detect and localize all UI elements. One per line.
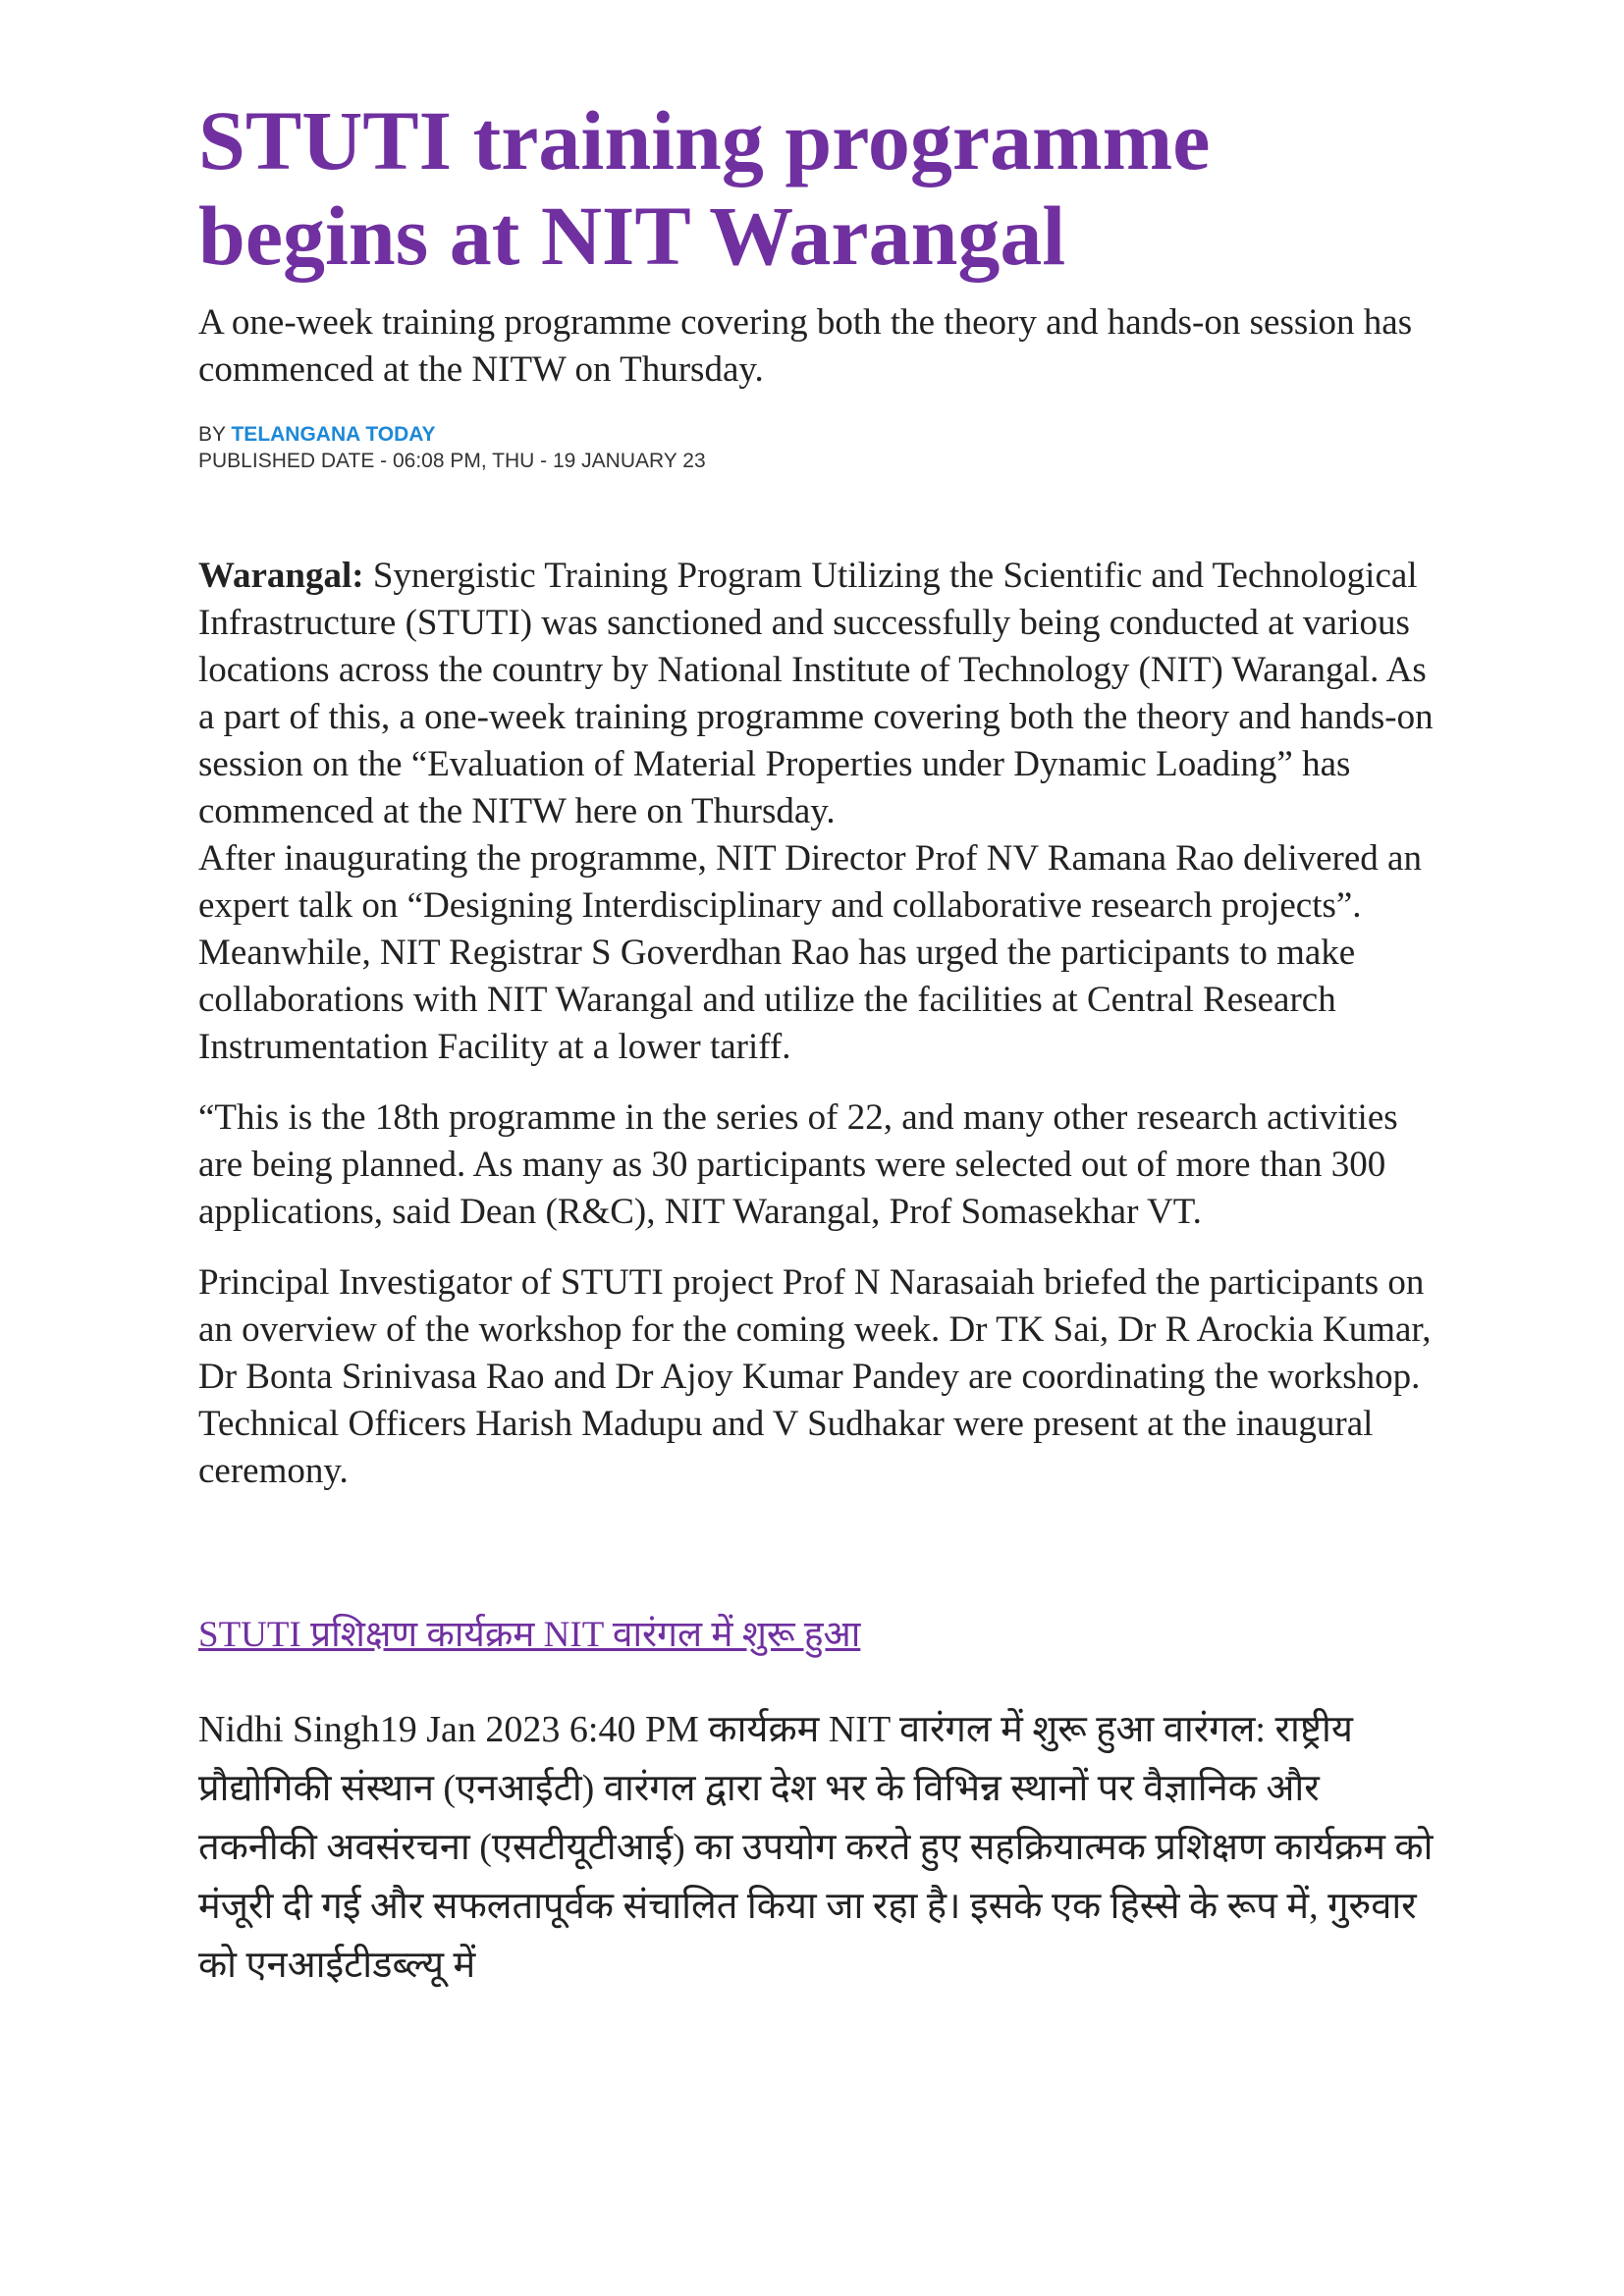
article-body (198, 553, 1445, 1495)
author-link[interactable]: TELANGANA TODAY (231, 423, 436, 446)
dateline: Warangal: (198, 556, 364, 596)
article-page (198, 93, 1445, 1995)
byline-prefix: BY (198, 423, 226, 446)
article-paragraph-4: Principal Investigator of STUTI project Prof N Narasaiah briefed the participants on an overview of the workshop for the coming week. Dr TK Sai, Dr R Arockia Kumar, Dr Bonta Srinivasa Rao and Dr Ajoy Kumar Pandey are coordinating the workshop. Technical Officers Harish Madupu and V Sudhakar were present at the inaugural ceremony. (198, 1262, 1432, 1491)
standfirst: A one-week training programme covering both the theory and hands-on session has commenced at the NITW on Thursday. (198, 302, 1413, 390)
article-paragraph-3: “This is the 18th programme in the series of 22, and many other research activities are being planned. As many as 30 participants were selected out of more than 300 applications, said Dean (R&C), NIT Warangal, Prof Somasekhar VT. (198, 1097, 1398, 1232)
published-date: PUBLISHED DATE - 06:08 PM, THU - 19 JANUARY 23 (198, 450, 706, 472)
article-paragraph-1 (198, 553, 1445, 835)
hindi-article-body: Nidhi Singh19 Jan 2023 6:40 PM कार्यक्रम NIT वारंगल में शुरू हुआ वारंगल: राष्ट्रीय प्रौद्योगिकी संस्थान (एनआईटी) वारंगल द्वारा देश भर के विभिन्न स्थानों पर वैज्ञानिक और तकनीकी अवसंरचना (एसटीयूटीआई) का उपयोग करते हुए सहक्रियात्मक प्रशिक्षण कार्यक्रम को मंजूरी दी गई और सफलतापूर्वक संचालित किया जा रहा है। इसके एक हिस्से के रूप में, गुरुवार को एनआईटीडब्ल्यू में (198, 1709, 1434, 1986)
byline-author-line (198, 421, 1445, 448)
paragraph-1-text: Synergistic Training Program Utilizing the Scientific and Technological Infrastructure (STUTI) was sanctioned and successfully being conducted at various locations across the country by National Institute of Technology (NIT) Warangal. As a part of this, a one-week training programme covering both the theory and hands-on session on the “Evaluation of Material Properties under Dynamic Loading” has commenced at the NITW here on Thursday. (198, 556, 1434, 831)
byline (198, 421, 1445, 474)
article-paragraph-2: After inaugurating the programme, NIT Director Prof NV Ramana Rao delivered an expert talk on “Designing Interdisciplinary and collaborative research projects”. Meanwhile, NIT Registrar S Goverdhan Rao has urged the participants to make collaborations with NIT Warangal and utilize the facilities at Central Research Instrumentation Facility at a lower tariff. (198, 838, 1422, 1067)
headline: STUTI training programme begins at NIT Warangal (198, 93, 1211, 283)
hindi-article-link[interactable]: STUTI प्रशिक्षण कार्यक्रम NIT वारंगल में शुरू हुआ (198, 1615, 861, 1655)
